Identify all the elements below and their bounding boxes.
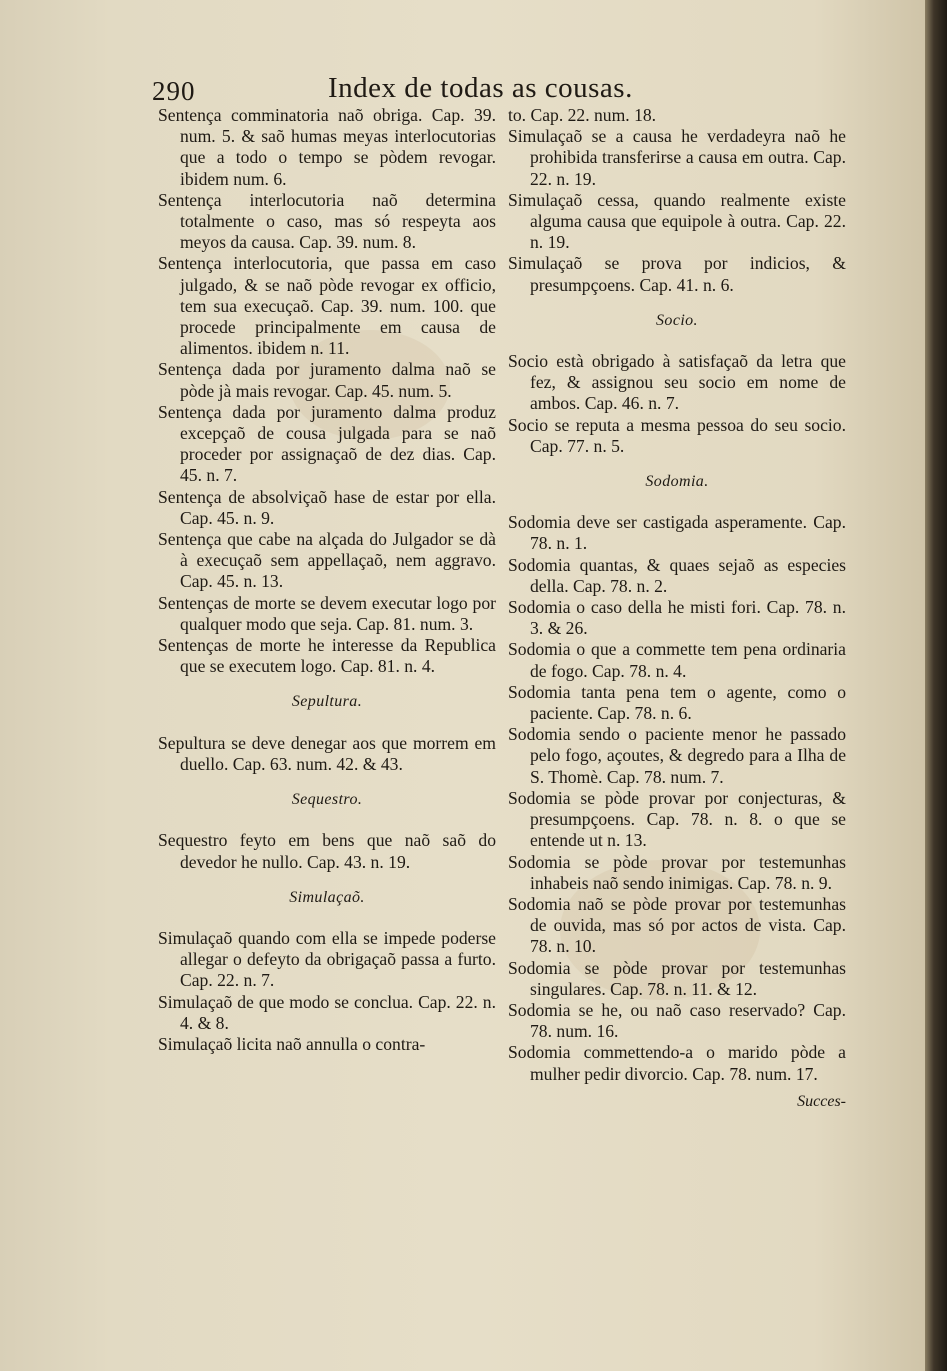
index-entry: Socio se reputa a mesma pessoa do seu socio. Cap. 77. n. 5. <box>508 414 846 456</box>
index-entry: Sentenças de morte he interesse da Republica que se executem logo. Cap. 81. n. 4. <box>158 635 496 677</box>
index-entry: Simulaçaõ quando com ella se impede poderse allegar o defeyto da obrigaçaõ passa a furto. Cap. 22. n. 7. <box>158 927 496 991</box>
index-entry: Sodomia se pòde provar por testemunhas inhabeis naõ sendo inimigas. Cap. 78. n. 9. <box>508 851 846 893</box>
index-entry: Sodomia quantas, & quaes sejaõ as especies della. Cap. 78. n. 2. <box>508 554 846 596</box>
index-entry: Sentença interlocutoria, que passa em caso julgado, & se naõ pòde revogar ex officio, tem sua execuçaõ. Cap. 39. num. 100. que procede principalmente em causa de alimentos. ibidem n. 11. <box>158 253 496 359</box>
catchword: Succes- <box>797 1092 846 1110</box>
index-entry: Sodomia o caso della he misti fori. Cap. 78. n. 3. & 26. <box>508 597 846 639</box>
index-entry: Sentença de absolviçaõ hase de estar por ella. Cap. 45. n. 9. <box>158 486 496 528</box>
index-entry: Sentença interlocutoria naõ determina totalmente o caso, mas só respeyta aos meyos da causa. Cap. 39. num. 8. <box>158 189 496 253</box>
index-entry: Sodomia commettendo-a o marido pòde a mulher pedir divorcio. Cap. 78. num. 17. <box>508 1042 846 1084</box>
left-column <box>158 105 496 1055</box>
section-heading: Sepultura. <box>291 693 363 711</box>
book-binding-edge <box>925 0 947 1371</box>
index-entry: Sodomia sendo o paciente menor he passado pelo fogo, açoutes, & degredo para a Ilha de S. Thomè. Cap. 78. num. 7. <box>508 724 846 787</box>
index-entry: Sodomia o que a commette tem pena ordinaria de fogo. Cap. 78. n. 4. <box>508 639 846 681</box>
index-entry: Simulaçaõ licita naõ annulla o contra- <box>158 1033 426 1054</box>
page-number: 290 <box>152 76 196 106</box>
index-entry: Sepultura se deve denegar aos que morrem em duello. Cap. 63. num. 42. & 43. <box>158 732 496 774</box>
index-entry: Simulaçaõ de que modo se conclua. Cap. 22. n. 4. & 8. <box>158 991 496 1033</box>
index-entry: Sentença que cabe na alçada do Julgador se dà à execuçaõ sem appellaçaõ, nem aggravo. Cap. 45. n. 13. <box>158 529 496 592</box>
index-entry: Sodomia se pòde provar por conjecturas, & presumpçoens. Cap. 78. n. 8. o que se entende ut n. 13. <box>508 787 846 851</box>
index-entry: Sentenças de morte se devem executar logo por qualquer modo que seja. Cap. 81. num. 3. <box>158 592 496 634</box>
index-entry: Socio està obrigado à satisfaçaõ da letra que fez, & assignou seu socio em nome de ambos. Cap. 46. n. 7. <box>508 351 846 414</box>
index-entry: to. Cap. 22. num. 18. <box>508 105 657 125</box>
running-title: Index de todas as cousas. <box>328 72 633 104</box>
section-heading: Sequestro. <box>291 791 363 809</box>
index-entry: Sodomia se he, ou naõ caso reservado? Cap. 78. num. 16. <box>508 999 846 1042</box>
index-entry: Sodomia deve ser castigada asperamente. Cap. 78. n. 1. <box>508 512 846 554</box>
index-entry: Simulaçaõ se prova por indicios, & presumpçoens. Cap. 41. n. 6. <box>508 253 846 295</box>
index-entry: Sequestro feyto em bens que naõ saõ do devedor he nullo. Cap. 43. n. 19. <box>158 830 496 872</box>
section-heading: Simulaçaõ. <box>289 888 365 906</box>
index-entry: Sentença dada por juramento dalma produz excepçaõ de cousa julgada para se naõ proceder por assignaçaõ de dez dias. Cap. 45. n. 7. <box>158 401 496 486</box>
index-entry: Sodomia tanta pena tem o agente, como o paciente. Cap. 78. n. 6. <box>508 681 846 724</box>
section-heading: Sodomia. <box>645 473 709 491</box>
index-entry: Simulaçaõ se a causa he verdadeyra naõ he prohibida transferirse a causa em outra. Cap. 22. n. 19. <box>508 126 846 189</box>
section-heading: Socio. <box>656 311 698 329</box>
index-entry: Sentença dada por juramento dalma naõ se pòde jà mais revogar. Cap. 45. num. 5. <box>158 359 496 401</box>
index-entry: Simulaçaõ cessa, quando realmente existe alguma causa que equipole à outra. Cap. 22. n. 19. <box>508 189 846 253</box>
right-column <box>508 105 846 1112</box>
index-entry: Sodomia se pòde provar por testemunhas singulares. Cap. 78. n. 11. & 12. <box>508 957 846 999</box>
index-entry: Sodomia naõ se pòde provar por testemunhas de ouvida, mas só por actos de vista. Cap. 78. n. 10. <box>508 893 846 957</box>
index-entry: Sentença comminatoria naõ obriga. Cap. 39. num. 5. & saõ humas meyas interlocutorias que a todo o tempo se pòdem revogar. ibidem num. 6. <box>158 105 496 189</box>
